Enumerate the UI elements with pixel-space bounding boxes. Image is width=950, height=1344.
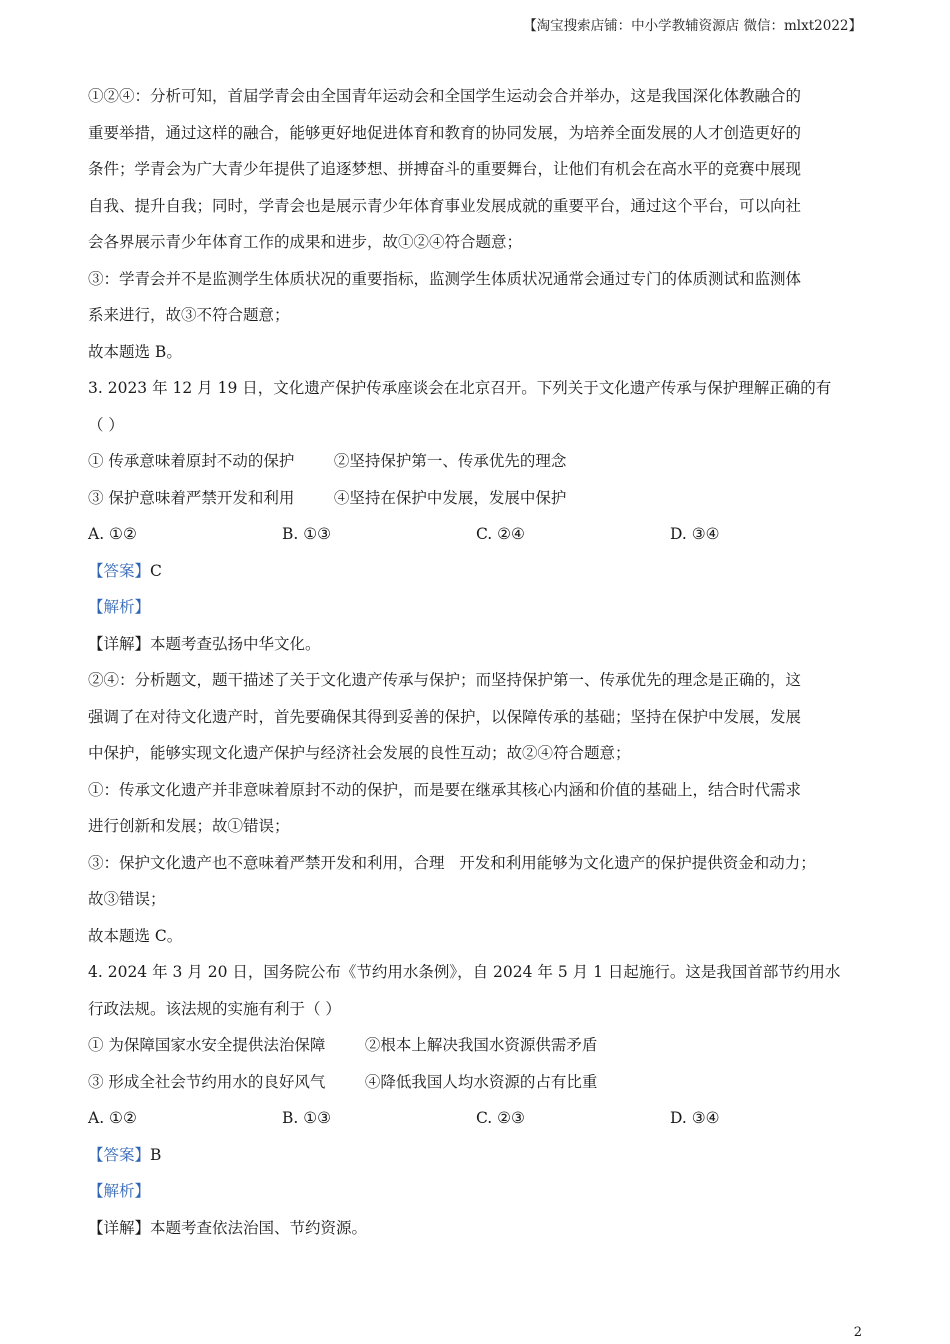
q4-item: ③ 形成全社会节约用水的良好风气 ④降低我国人均水资源的占有比重 — [88, 1072, 598, 1091]
answer-tag: 【答案】 — [88, 561, 151, 580]
q4-stem: 4. 2024 年 3 月 20 日，国务院公布《节约用水条例》，自 2024 年 5 月 1 日起施行。这是我国首部节约用水 — [88, 963, 841, 981]
q4-option-d: D. ③④ — [670, 1109, 720, 1127]
analysis-tag: 【解析】 — [88, 598, 151, 616]
q3-conclusion: 故本题选 C。 — [88, 926, 183, 945]
q3-answer — [88, 553, 868, 590]
q4-option-b: B. ①③ — [282, 1109, 332, 1127]
q3-item: ① 传承意味着原封不动的保护 ②坚持保护第一、传承优先的理念 — [88, 452, 567, 470]
q4-option-c: C. ②③ — [476, 1109, 525, 1127]
q3-item: ③ 保护意味着严禁开发和利用 ④坚持在保护中发展，发展中保护 — [88, 488, 567, 507]
q3-option-b: B. ①③ — [282, 525, 332, 543]
q2-analysis-line: 自我、提升自我；同时，学青会也是展示青少年体育事业发展成就的重要平台，通过这个平台，可以向社 — [88, 196, 802, 215]
q4-detail-line: 【详解】本题考查依法治国、节约资源。 — [88, 1218, 368, 1237]
q3-detail-line: 故③错误； — [88, 890, 166, 908]
q3-detail-line: 中保护，能够实现文化遗产保护与经济社会发展的良性互动；故②④符合题意； — [88, 744, 631, 762]
q4-answer — [88, 1137, 868, 1174]
q2-analysis-line: ③：学青会并不是监测学生体质状况的重要指标，监测学生体质状况通常会通过专门的体质测试和监测体 — [88, 269, 802, 288]
q2-analysis-line: 重要举措，通过这样的融合，能够更好地促进体育和教育的协同发展，为培养全面发展的人才创造更好的 — [88, 123, 802, 142]
q3-stem: 3. 2023 年 12 月 19 日，文化遗产保护传承座谈会在北京召开。下列关于文化遗产传承与保护理解正确的有 — [88, 379, 832, 397]
q3-option-a: A. ①② — [88, 525, 137, 543]
answer-value: B — [150, 1145, 162, 1164]
q4-options — [88, 1100, 868, 1137]
q3-detail-line: ③：保护文化遗产也不意味着严禁开发和利用，合理 开发和利用能够为文化遗产的保护提供资金和动力； — [88, 853, 816, 872]
q3-detail-line: ②④：分析题文，题干描述了关于文化遗产传承与保护；而坚持保护第一、传承优先的理念是正确的，这 — [88, 671, 802, 689]
q3-detail-line: 强调了在对待文化遗产时，首先要确保其得到妥善的保护，以保障传承的基础；坚持在保护中发展，发展 — [88, 707, 802, 726]
q2-analysis-line: ①②④：分析可知，首届学青会由全国青年运动会和全国学生运动会合并举办，这是我国深化体教融合的 — [88, 87, 802, 105]
q4-item: ① 为保障国家水安全提供法治保障 ②根本上解决我国水资源供需矛盾 — [88, 1036, 598, 1054]
q3-stem-paren: （ ） — [88, 415, 124, 434]
analysis-tag: 【解析】 — [88, 1182, 151, 1200]
q3-option-c: C. ②④ — [476, 525, 525, 543]
q2-analysis-line: 系来进行，故③不符合题意； — [88, 306, 290, 324]
q3-option-d: D. ③④ — [670, 525, 720, 543]
q3-detail-line: ①：传承文化遗产并非意味着原封不动的保护，而是要在继承其核心内涵和价值的基础上，结合时代需求 — [88, 780, 802, 799]
page-number: 2 — [853, 1325, 862, 1340]
q4-stem-line2: 行政法规。该法规的实施有利于（ ） — [88, 999, 341, 1018]
page-content — [88, 78, 868, 1246]
q3-detail-line: 进行创新和发展；故①错误； — [88, 817, 290, 835]
q3-detail-line: 【详解】本题考查弘扬中华文化。 — [88, 634, 321, 653]
answer-value: C — [150, 561, 162, 580]
page-header: 【淘宝搜索店铺：中小学教辅资源店 微信：mlxt2022】 — [523, 18, 862, 34]
q2-analysis-line: 会各界展示青少年体育工作的成果和进步，故①②④符合题意； — [88, 233, 523, 251]
q3-options — [88, 516, 868, 553]
q4-option-a: A. ①② — [88, 1109, 137, 1127]
q2-analysis-line: 条件；学青会为广大青少年提供了追逐梦想、拼搏奋斗的重要舞台，让他们有机会在高水平的竞赛中展现 — [88, 160, 802, 178]
answer-tag: 【答案】 — [88, 1145, 151, 1164]
q2-conclusion: 故本题选 B。 — [88, 342, 182, 361]
